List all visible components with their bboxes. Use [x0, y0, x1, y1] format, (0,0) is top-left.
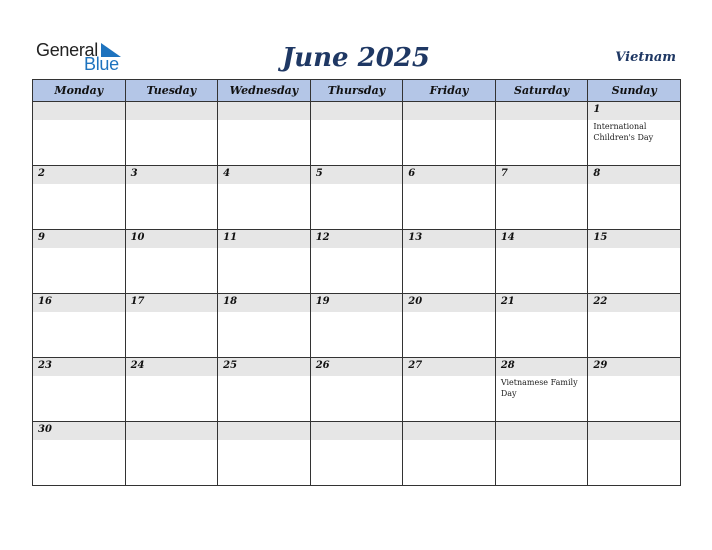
day-number-bar — [218, 166, 310, 184]
day-cell — [588, 166, 681, 230]
day-number-bar — [403, 102, 495, 120]
day-number: 2 — [38, 168, 45, 179]
day-number-bar — [311, 358, 403, 376]
day-number-bar — [311, 102, 403, 120]
day-cell — [588, 294, 681, 358]
day-number-bar — [33, 358, 125, 376]
day-cell — [33, 422, 126, 486]
week-row — [33, 166, 681, 230]
day-number-bar — [126, 102, 218, 120]
day-number: 18 — [223, 296, 238, 307]
day-number: 23 — [38, 360, 52, 371]
day-cell — [218, 230, 311, 294]
day-number-bar — [126, 422, 218, 440]
day-number-bar — [588, 294, 680, 312]
weekday-friday: Friday — [403, 80, 496, 102]
day-number-bar — [403, 358, 495, 376]
week-row — [33, 102, 681, 166]
day-number-bar — [403, 230, 495, 248]
day-number-bar — [496, 166, 588, 184]
day-cell — [218, 358, 311, 422]
day-number: 10 — [130, 232, 145, 243]
day-number-bar — [33, 294, 125, 312]
day-number: 12 — [315, 232, 330, 243]
day-number-bar — [588, 422, 680, 440]
day-cell — [218, 422, 311, 486]
day-number-bar — [588, 102, 680, 120]
day-cell — [218, 166, 311, 230]
day-cell — [495, 230, 588, 294]
day-cell — [403, 422, 496, 486]
week-row — [33, 230, 681, 294]
day-cell — [588, 358, 681, 422]
day-cell — [495, 422, 588, 486]
country-label: Vietnam — [615, 50, 676, 65]
weekday-sunday: Sunday — [588, 80, 681, 102]
weekday-header-row — [33, 80, 681, 102]
day-number-bar — [218, 230, 310, 248]
day-number-bar — [403, 166, 495, 184]
day-number-bar — [218, 294, 310, 312]
day-number-bar — [403, 422, 495, 440]
day-number: 1 — [593, 104, 601, 115]
day-number: 5 — [315, 168, 323, 179]
day-number: 28 — [500, 360, 515, 371]
day-cell — [33, 358, 126, 422]
day-number-bar — [588, 166, 680, 184]
logo-word-general: General — [36, 40, 98, 60]
day-number-bar — [33, 422, 125, 440]
day-cell — [495, 102, 588, 166]
day-cell — [125, 294, 218, 358]
day-cell — [588, 230, 681, 294]
day-cell — [310, 166, 403, 230]
day-number-bar — [311, 422, 403, 440]
day-cell — [125, 422, 218, 486]
weekday-tuesday: Tuesday — [125, 80, 218, 102]
day-cell — [33, 294, 126, 358]
day-number-bar — [126, 358, 218, 376]
day-number: 24 — [130, 360, 145, 371]
day-number: 25 — [223, 360, 238, 371]
day-cell — [218, 294, 311, 358]
day-cell — [310, 230, 403, 294]
day-cell — [403, 166, 496, 230]
day-number: 29 — [593, 360, 608, 371]
day-number-bar — [588, 358, 680, 376]
day-number-bar — [588, 230, 680, 248]
day-cell — [403, 358, 496, 422]
day-cell — [588, 102, 681, 166]
day-number: 19 — [315, 296, 330, 307]
day-number-bar — [496, 422, 588, 440]
day-number-bar — [33, 166, 125, 184]
day-number-bar — [311, 230, 403, 248]
day-number-bar — [311, 294, 403, 312]
day-number: 8 — [593, 168, 601, 179]
day-number: 7 — [500, 168, 508, 179]
day-number: 20 — [408, 296, 423, 307]
day-cell — [310, 102, 403, 166]
day-cell — [403, 102, 496, 166]
day-cell — [495, 166, 588, 230]
day-number-bar — [218, 358, 310, 376]
holiday-label: Vietnamese Family Day — [500, 378, 578, 398]
day-number-bar — [126, 230, 218, 248]
day-cell — [125, 166, 218, 230]
day-number: 9 — [38, 232, 45, 243]
week-row — [33, 358, 681, 422]
day-number-bar — [33, 230, 125, 248]
day-number: 22 — [593, 296, 608, 307]
day-number: 6 — [408, 168, 416, 179]
day-cell — [403, 230, 496, 294]
calendar-body — [33, 102, 681, 486]
day-number-bar — [496, 102, 588, 120]
day-cell — [125, 358, 218, 422]
day-cell — [495, 294, 588, 358]
day-number-bar — [126, 166, 218, 184]
day-number: 27 — [408, 360, 423, 371]
day-number: 11 — [223, 232, 238, 243]
day-number-bar — [496, 230, 588, 248]
day-number-bar — [126, 294, 218, 312]
weekday-monday: Monday — [33, 80, 126, 102]
day-cell — [33, 230, 126, 294]
day-number-bar — [496, 358, 588, 376]
weekday-thursday: Thursday — [310, 80, 403, 102]
day-number: 14 — [500, 232, 515, 243]
weekday-saturday: Saturday — [495, 80, 588, 102]
day-cell — [588, 422, 681, 486]
day-number-bar — [33, 102, 125, 120]
logo-word-blue: Blue — [84, 54, 119, 74]
day-number-bar — [218, 422, 310, 440]
day-cell — [125, 102, 218, 166]
day-number: 21 — [500, 296, 515, 307]
day-number: 16 — [38, 296, 52, 307]
day-cell — [310, 294, 403, 358]
day-cell — [495, 358, 588, 422]
day-cell — [218, 102, 311, 166]
day-number: 17 — [130, 296, 145, 307]
weekday-wednesday: Wednesday — [218, 80, 311, 102]
day-number-bar — [496, 294, 588, 312]
week-row — [33, 294, 681, 358]
day-cell — [33, 102, 126, 166]
day-number: 15 — [593, 232, 608, 243]
day-number-bar — [218, 102, 310, 120]
day-number: 26 — [315, 360, 330, 371]
day-number: 3 — [130, 168, 138, 179]
day-number: 4 — [223, 168, 231, 179]
calendar-grid — [32, 79, 681, 486]
holiday-label: International Children's Day — [593, 122, 654, 142]
week-row — [33, 422, 681, 486]
day-cell — [403, 294, 496, 358]
day-cell — [310, 422, 403, 486]
day-cell — [33, 166, 126, 230]
calendar-title: June 2025 — [281, 43, 431, 73]
day-number-bar — [403, 294, 495, 312]
day-cell — [310, 358, 403, 422]
day-cell — [125, 230, 218, 294]
day-number: 13 — [408, 232, 423, 243]
day-number-bar — [311, 166, 403, 184]
day-number: 30 — [38, 424, 52, 435]
